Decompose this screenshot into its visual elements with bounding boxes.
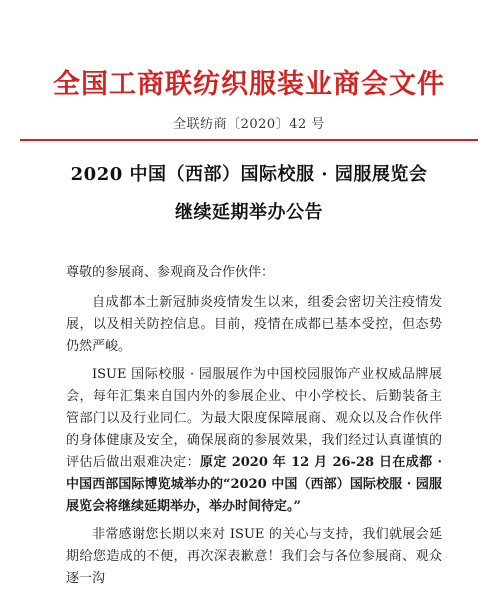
paragraph-2	[66, 364, 442, 518]
document-number: 全联纺商〔2020〕42 号	[173, 117, 325, 132]
paragraph-2-intro: ISUE 国际校服 · 园服展作为中国校园服饰产业权威品牌展会，每年汇集来自国内外的参展企业、中小学校长、后勤装备主管部门以及行业同仁。为最大限度保障展商、观众以及合作伙伴的身体健康及安全，确保展商的参展效果，我们经过认真谨慎的评估后做出艰难决定：	[66, 367, 442, 470]
paragraph-3: 非常感谢您长期以来对 ISUE 的关心与支持，我们就展会延期给您造成的不便，再次深表歉意！我们会与各位参展商、观众逐一沟	[66, 527, 442, 586]
notice-title-line1: 2020 中国（西部）国际校服 · 园服展览会	[70, 164, 428, 185]
notice-body	[66, 262, 442, 596]
notice-title-line2: 继续延期举办公告	[175, 202, 323, 223]
paragraph-2-decision: 原定 2020 年 12 月 26-28 日在成都 · 中国西部国际博览城举办的“2020 中国（西部）国际校服 · 园服展览会将继续延期举办，举办时间待定。”	[66, 455, 442, 514]
org-header-title: 全国工商联纺织服装业商会文件	[53, 69, 445, 100]
paragraph-1: 自成都本土新冠肺炎疫情发生以来，组委会密切关注疫情发展，以及相关防控信息。目前，疫情在成都已基本受控，但态势仍然严峻。	[66, 295, 442, 354]
header-divider	[20, 139, 478, 141]
greeting: 尊敬的参展商、参观商及合作伙伴：	[66, 265, 275, 280]
